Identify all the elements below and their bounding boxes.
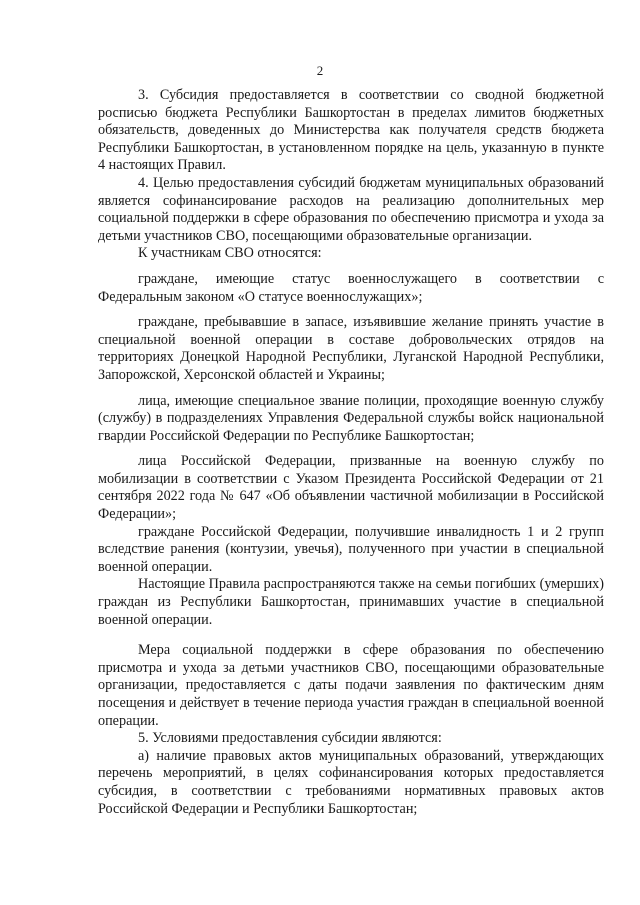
list-item-military-status: граждане, имеющие статус военнослужащего в соответствии с Федеральным законом «О статусе военнослужащих»;	[98, 270, 604, 305]
list-item-disabled: граждане Российской Федерации, получившие инвалидность 1 и 2 групп вследствие ранения (контузии, увечья), полученного при участии в специальной военной операции.	[98, 523, 604, 575]
list-item-mobilized: лица Российской Федерации, призванные на военную службу по мобилизации в соответствии с Указом Президента Российской Федерации от 21 сентября 2022 года № 647 «Об объявлении частичной мобилизации в Российской Федерации»;	[98, 453, 604, 523]
paragraph-families-of-fallen: Настоящие Правила распространяются также на семьи погибших (умерших) граждан из Республики Башкортостан, принимавших участие в специальной военной операции.	[98, 576, 604, 628]
paragraph-support-measure: Мера социальной поддержки в сфере образования по обеспечению присмотра и ухода за детьми участников СВО, посещающими образовательные организации, предоставляется с даты подачи заявления по фактическим дням посещения и действует в течение периода участия граждан в специальной военной операции.	[98, 642, 604, 729]
list-item-condition-a: а) наличие правовых актов муниципальных образований, утверждающих перечень мероприятий, в целях софинансирования которых предоставляется субсидия, в соответствии с требованиями нормативных правовых актов Российской Федерации и Республики Башкортостан;	[98, 747, 604, 817]
page-number: 2	[316, 63, 324, 78]
document-body	[98, 87, 604, 818]
list-item-police-rank: лица, имеющие специальное звание полиции, проходящие военную службу (службу) в подразделениях Управления Федеральной службы войск национальной гвардии Российской Федерации по Республике Башкортостан;	[98, 392, 604, 444]
list-item-reserve-volunteers: граждане, пребывавшие в запасе, изъявившие желание принять участие в специальной военной операции в составе добровольческих отрядов на территориях Донецкой Народной Республики, Луганской Народной Республики, Запорожской, Херсонской областей и Украины;	[98, 314, 604, 383]
paragraph-subsidy-goal: 4. Целью предоставления субсидий бюджетам муниципальных образований является софинансирование расходов на реализацию дополнительных мер социальной поддержки в сфере образования по обеспечению присмотра и ухода за детьми участников СВО, посещающими образовательные организации.	[98, 174, 604, 244]
paragraph-subsidy-provision: 3. Субсидия предоставляется в соответствии со сводной бюджетной росписью бюджета Республики Башкортостан в пределах лимитов бюджетных обязательств, доведенных до Министерства как получателя средств бюджета Республики Башкортостан, в установленном порядке на цель, указанную в пункте 4 настоящих Правил.	[98, 87, 604, 174]
paragraph-svo-participants-heading: К участникам СВО относятся:	[138, 245, 322, 262]
paragraph-conditions-heading: 5. Условиями предоставления субсидии являются:	[138, 730, 442, 747]
